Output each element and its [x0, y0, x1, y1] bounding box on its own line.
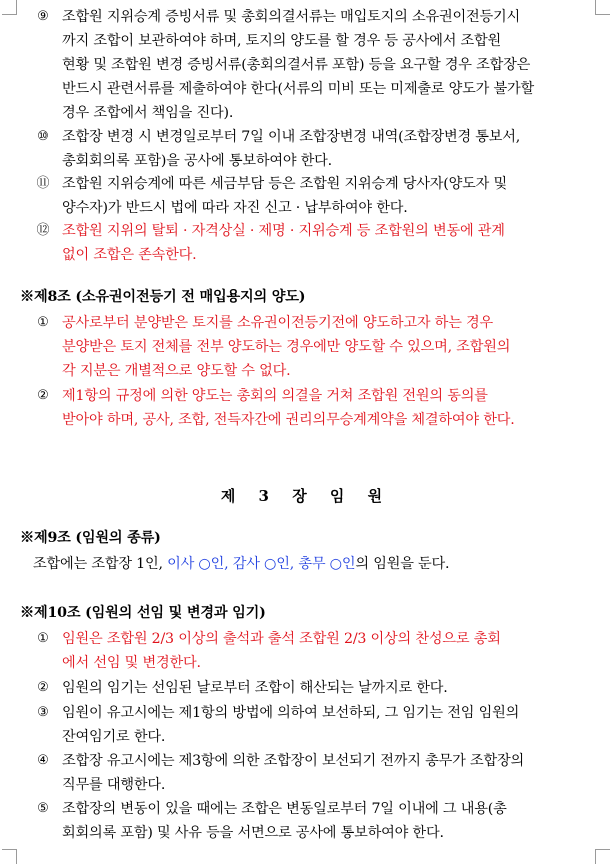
article-heading: ※제9조 (임원의 종류) — [20, 530, 161, 546]
item-line: 조합장 변경 시 변경일로부터 7일 이내 조합장변경 내역(조합장변경 통보서, — [62, 129, 521, 145]
item-number: ⑪ — [36, 176, 50, 191]
item-line: 회회의록 포함) 및 사유 등을 서면으로 공사에 통보하여야 한다. — [62, 825, 444, 841]
item-line: 총회회의록 포함)을 공사에 통보하여야 한다. — [62, 153, 332, 169]
officer-placeholder-text: 이사 ○인, 감사 ○인, 총무 ○인 — [167, 556, 356, 572]
article-text-part: 의 임원을 둔다. — [355, 556, 450, 572]
chapter-title: 제 3 장 임 원 — [220, 487, 392, 505]
item-line: 조합원 지위승계 증빙서류 및 총회의결서류는 매입토지의 소유권이전등기시 — [62, 9, 521, 25]
item-line: 임원이 유고시에는 제1항의 방법에 의하여 보선하되, 그 임기는 전임 임원의 — [62, 705, 520, 721]
crop-mark-top-left — [2, 0, 17, 15]
item-line: 현황 및 조합원 변경 증빙서류(총회의결서류 포함) 등을 요구할 경우 조합장은 — [62, 57, 531, 73]
item-line: 조합장 유고시에는 제3항에 의한 조합장이 보선되기 전까지 총무가 조합장의 — [62, 753, 524, 769]
item-line: 공사로부터 분양받은 토지를 소유권이전등기전에 양도하고자 하는 경우 — [62, 315, 494, 331]
item-number: ⑩ — [37, 129, 49, 144]
item-line: 직무를 대행한다. — [62, 777, 166, 793]
item-number: ② — [37, 680, 49, 695]
item-line: 조합장의 변동이 있을 때에는 조합은 변동일로부터 7일 이내에 그 내용(총 — [62, 801, 507, 817]
item-line: 임원의 임기는 선임된 날로부터 조합이 해산되는 날까지로 한다. — [62, 680, 448, 696]
item-number: ④ — [37, 753, 49, 768]
item-line: 제1항의 규정에 의한 양도는 총회의 의결을 거쳐 조합원 전원의 동의를 — [62, 388, 488, 404]
article-heading: ※제8조 (소유권이전등기 전 매입용지의 양도) — [20, 289, 306, 305]
item-number: ⑫ — [36, 223, 50, 238]
item-line: 경우 조합에서 책임을 진다). — [62, 105, 234, 121]
item-line: 까지 조합이 보관하여야 하며, 토지의 양도를 할 경우 등 공사에서 조합원 — [62, 33, 502, 49]
item-line: 조합원 지위의 탈퇴 · 자격상실 · 제명 · 지위승계 등 조합원의 변동에 관계 — [62, 223, 505, 239]
item-line: 분양받은 토지 전체를 전부 양도하는 경우에만 양도할 수 있으며, 조합원의 — [62, 339, 511, 355]
item-line: 임원은 조합원 2/3 이상의 출석과 출석 조합원 2/3 이상의 찬성으로 총회 — [62, 631, 501, 647]
item-line: 조합원 지위승계에 따른 세금부담 등은 조합원 지위승계 당사자(양도자 및 — [62, 176, 507, 192]
item-number: ① — [37, 315, 49, 330]
article-heading: ※제10조 (임원의 선임 및 변경과 임기) — [20, 605, 266, 621]
crop-mark-top-right — [595, 0, 610, 15]
crop-mark-bottom-left — [2, 849, 17, 864]
item-line: 각 지분은 개별적으로 양도할 수 없다. — [62, 363, 291, 379]
item-number: ② — [37, 388, 49, 403]
crop-mark-bottom-right — [595, 849, 610, 864]
item-number: ③ — [37, 705, 49, 720]
item-line: 양수자)가 반드시 법에 따라 자진 신고 · 납부하여야 한다. — [62, 200, 408, 216]
item-line: 에서 선임 및 변경한다. — [62, 655, 201, 671]
item-number: ⑤ — [37, 801, 49, 816]
item-line: 잔여임기로 한다. — [62, 729, 166, 745]
item-number: ⑨ — [37, 9, 49, 24]
article-text — [33, 554, 449, 574]
item-line: 반드시 관련서류를 제출하여야 한다(서류의 미비 또는 미제출로 양도가 불가할 — [62, 81, 534, 97]
item-number: ① — [37, 631, 49, 646]
item-line: 받아야 하며, 공사, 조합, 전득자간에 권리의무승계계약을 체결하여야 한다. — [62, 412, 515, 428]
item-line: 없이 조합은 존속한다. — [62, 247, 197, 263]
article-text-part: 조합에는 조합장 1인, — [33, 556, 168, 572]
